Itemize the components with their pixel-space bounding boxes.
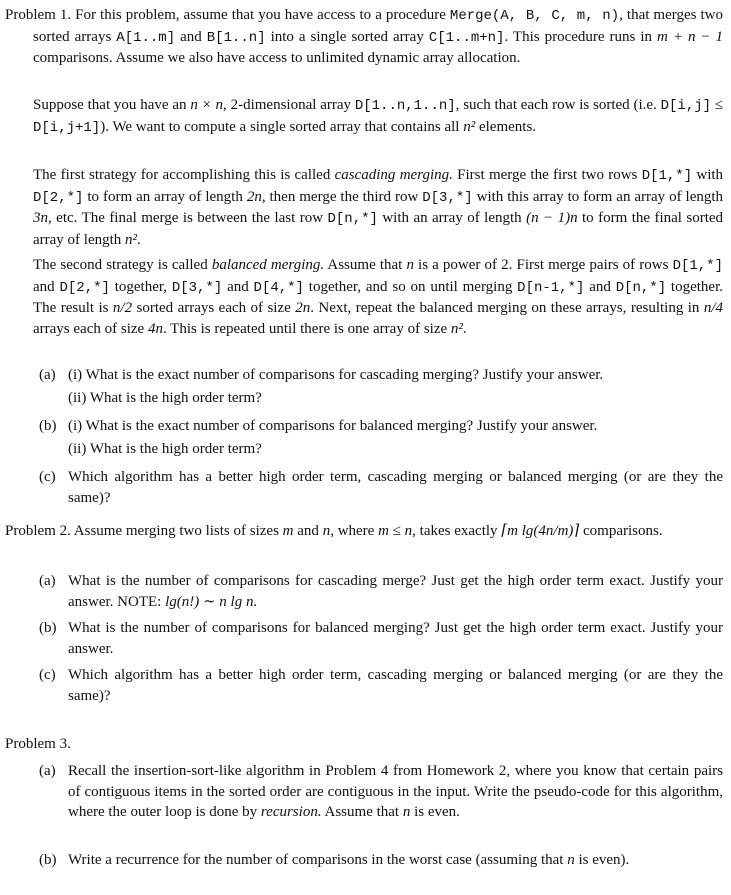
part-label: (a)	[39, 763, 56, 779]
part-label: (c)	[39, 667, 56, 683]
problem2-label: Problem 2.	[5, 523, 71, 539]
problem1-label: Problem 1.	[5, 7, 72, 23]
part-label: (b)	[39, 418, 57, 434]
part-label: (c)	[39, 469, 56, 485]
part-label: (a)	[39, 573, 56, 589]
problem3-label: Problem 3.	[5, 736, 71, 752]
problem1-paragraph-cascading: The first strategy for accomplishing this is called cascading merging. First merge the first two rows D[1,*] with D[2,*] to form an array of length 2n, then merge the third row D[3,*] with this array to form an array of length 3n, etc. The final merge is between the last row D[n,*] with an array of length (n − 1)n to form the final sorted array of length n².	[33, 167, 724, 248]
part-label: (b)	[39, 852, 57, 868]
problem1-intro: Problem 1. For this problem, assume that you have access to a procedure Merge(A, B, C, m, n), that merges two sorted arrays A[1..m] and B[1..n] into a single sorted array C[1..m+n]. This procedure runs in m + n − 1 comparisons. Assume we also have access to unlimited dynamic array allocation.	[5, 7, 724, 67]
problem2-intro: Problem 2. Assume merging two lists of sizes m and n, where m ≤ n, takes exactly ⌈m lg(4n/m)⌉ comparisons.	[5, 523, 663, 539]
part-label: (a)	[39, 367, 56, 383]
problem1-paragraph-balanced: The second strategy is called balanced merging. Assume that n is a power of 2. First merge pairs of rows D[1,*] and D[2,*] together, D[3,*] and D[4,*] together, and so on until merging D[n-1,*] and D[n,*] together. The result is n/2 sorted arrays each of size 2n. Next, repeat the balanced merging on these arrays, resulting in n/4 arrays each of size 4n. This is repeated until there is one array of size n².	[33, 257, 724, 337]
part-label: (b)	[39, 620, 57, 636]
problem1-paragraph-2: Suppose that you have an n × n, 2-dimensional array D[1..n,1..n], such that each row is sorted (i.e. D[i,j] ≤ D[i,j+1]). We want to compute a single sorted array that contains all n² elements.	[33, 97, 724, 136]
